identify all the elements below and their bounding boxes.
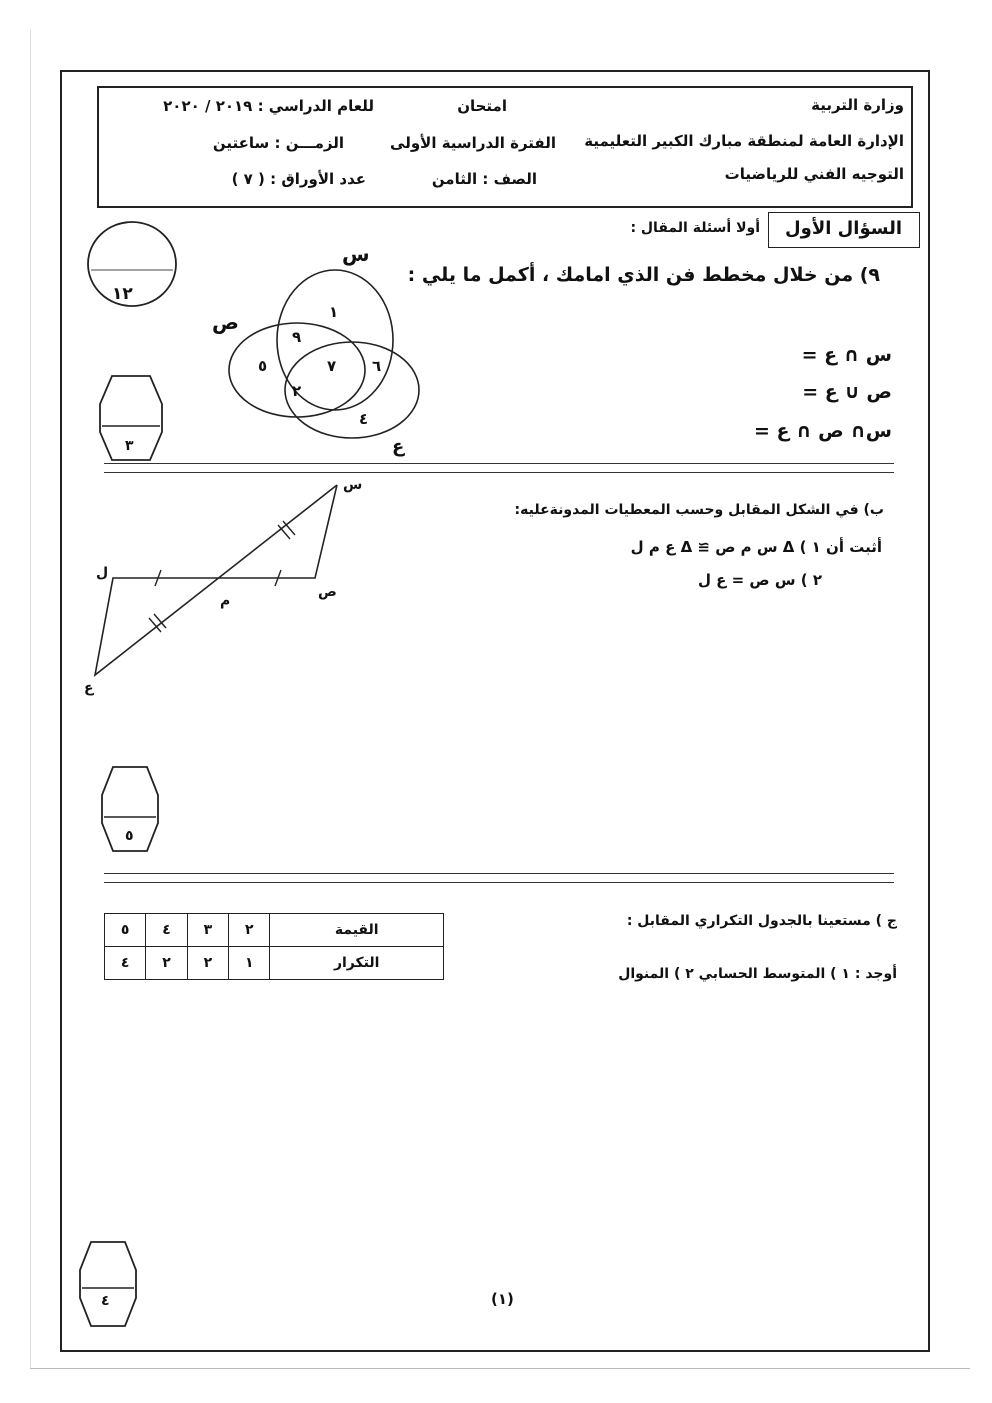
- supervision-name: التوجيه الفني للرياضيات: [724, 165, 904, 183]
- table-row: [105, 914, 444, 947]
- venn-set-ain: [285, 342, 419, 438]
- section-divider: [104, 873, 894, 883]
- part-c-task: أوجد : ١ ) المتوسط الحسابي ٢ ) المنوال: [618, 966, 897, 982]
- page-edge-bottom: [30, 1368, 970, 1369]
- table-row: [105, 947, 444, 980]
- venn-element: ٩: [292, 328, 302, 346]
- figure-label-m: م: [220, 593, 231, 609]
- table-cell: ٤: [105, 947, 146, 980]
- venn-element: ١: [329, 303, 339, 321]
- ministry-name: وزارة التربية: [811, 96, 904, 114]
- year-label: للعام الدراسي : ٢٠١٩ / ٢٠٢٠: [163, 97, 374, 115]
- table-cell: ٤: [146, 914, 187, 947]
- marks-b: ٥: [125, 828, 134, 844]
- table-header-cell: التكرار: [270, 947, 444, 980]
- table-cell: ٢: [187, 947, 228, 980]
- figure-label-ain: ع: [84, 680, 94, 696]
- venn-label-ain: ع: [392, 436, 405, 457]
- time-label: الزمـــن : ساعتين: [212, 134, 344, 152]
- table-cell: ٣: [187, 914, 228, 947]
- part-c-prompt: ج ) مستعينا بالجدول التكراري المقابل :: [626, 913, 897, 929]
- exam-title: امتحان: [457, 97, 507, 115]
- marks-hexagon-c: [78, 1240, 138, 1328]
- page-edge-left: [30, 30, 31, 1368]
- part-b-item-1: أثبت أن ١ ) Δ س م ص ≅ Δ ع م ل: [630, 538, 882, 556]
- figure-label-l: ل: [96, 565, 109, 581]
- set-item-3: س∩ ص ∩ ع =: [754, 420, 892, 442]
- section-label: أولا أسئلة المقال :: [630, 220, 760, 236]
- question-title: السؤال الأول: [785, 218, 902, 239]
- grade-label: الصف : الثامن: [431, 170, 537, 188]
- part-b-item-2: ٢ ) س ص = ع ل: [697, 571, 822, 589]
- table-cell: ٥: [105, 914, 146, 947]
- venn-element: ٧: [327, 357, 337, 375]
- figure-label-s: س: [343, 477, 363, 493]
- set-item-2: ص ∪ ع =: [802, 381, 892, 403]
- frequency-table: [104, 913, 444, 980]
- table-cell: ١: [229, 947, 270, 980]
- marks-c: ٤: [101, 1293, 110, 1309]
- venn-diagram: [205, 245, 435, 465]
- part-b-prompt: ب) في الشكل المقابل وحسب المعطيات المدونةعليه:: [514, 502, 884, 518]
- marks-a: ٣: [125, 438, 134, 454]
- part-a-prompt: ٩) من خلال مخطط فن الذي امامك ، أكمل ما يلي :: [407, 264, 880, 286]
- term-label: الفترة الدراسية الأولى: [390, 134, 556, 152]
- pages-label: عدد الأوراق : ( ٧ ): [231, 170, 366, 188]
- venn-label-sad: ص: [212, 310, 239, 334]
- page-number: (١): [491, 1290, 514, 1308]
- directorate-name: الإدارة العامة لمنطقة مبارك الكبير التعليمية: [584, 132, 904, 150]
- venn-element: ٤: [359, 410, 369, 428]
- total-score: ١٢: [112, 284, 133, 304]
- venn-element: ٢: [292, 382, 302, 400]
- venn-label-s: س: [342, 242, 370, 266]
- venn-element: ٦: [372, 357, 382, 375]
- venn-element: ٥: [258, 357, 268, 375]
- figure-label-sad: ص: [318, 584, 337, 600]
- table-header-cell: القيمة: [270, 914, 444, 947]
- page-frame: [60, 70, 930, 1352]
- set-item-1: س ∩ ع =: [801, 344, 892, 366]
- table-cell: ٢: [229, 914, 270, 947]
- table-cell: ٢: [146, 947, 187, 980]
